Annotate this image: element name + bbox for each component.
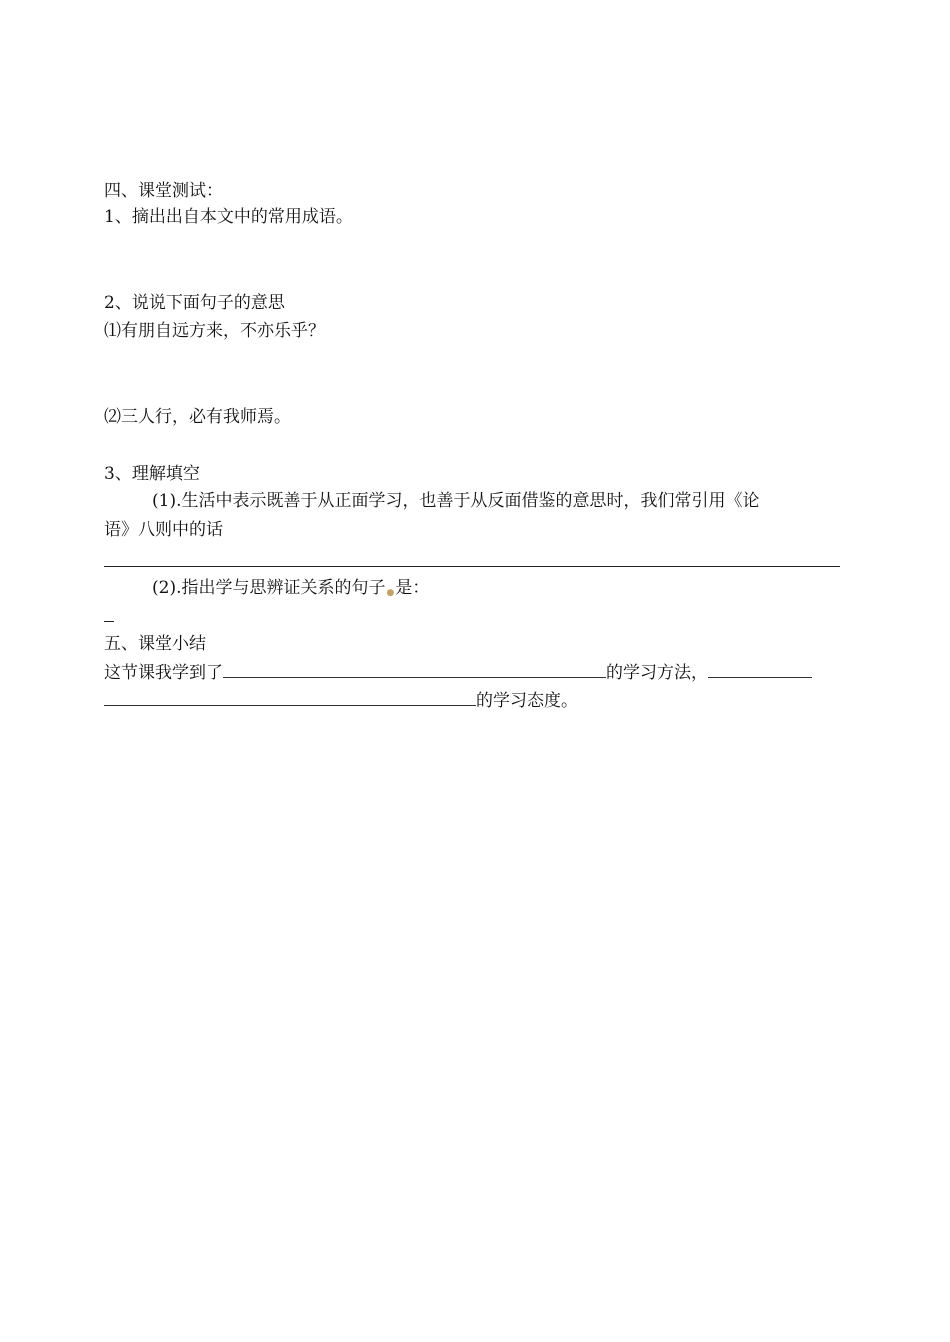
summary-line-1 — [104, 661, 812, 684]
question-3-item-2 — [152, 577, 429, 604]
question-2-sentence-2: ⑵三人行，必有我师焉。 — [104, 407, 291, 427]
question-3-item-1-line-2: 语》八则中的话 — [104, 520, 223, 540]
question-3-item-1-line-1: (1).生活中表示既善于从正面学习，也善于从反面借鉴的意思时，我们常引用《论 — [152, 491, 760, 511]
summary-suffix: 的学习态度。 — [476, 691, 578, 711]
question-2-title: 2、说说下面句子的意思 — [104, 293, 285, 313]
question-2-sentence-1: ⑴有朋自远方来，不亦乐乎？ — [104, 321, 325, 341]
question-3-item-2-colon: 是： — [395, 578, 430, 598]
summary-middle: 的学习方法， — [606, 663, 708, 683]
emphasis-dot-icon: ● — [386, 588, 395, 598]
short-answer-mark — [104, 621, 114, 622]
question-3-item-2-text: (2).指出学与思辨证关系的句子 — [152, 578, 386, 598]
blank-attitude-start[interactable] — [708, 661, 812, 678]
question-1: 1、摘出出自本文中的常用成语。 — [104, 207, 353, 227]
summary-line-2 — [104, 689, 578, 712]
question-3-title: 3、理解填空 — [104, 464, 200, 484]
summary-prefix: 这节课我学到了 — [104, 663, 223, 683]
answer-line — [104, 566, 840, 567]
blank-method[interactable] — [223, 661, 606, 678]
blank-attitude-end[interactable] — [104, 689, 476, 706]
section4-heading: 四、课堂测试： — [104, 181, 223, 201]
section5-heading: 五、课堂小结 — [104, 634, 206, 654]
